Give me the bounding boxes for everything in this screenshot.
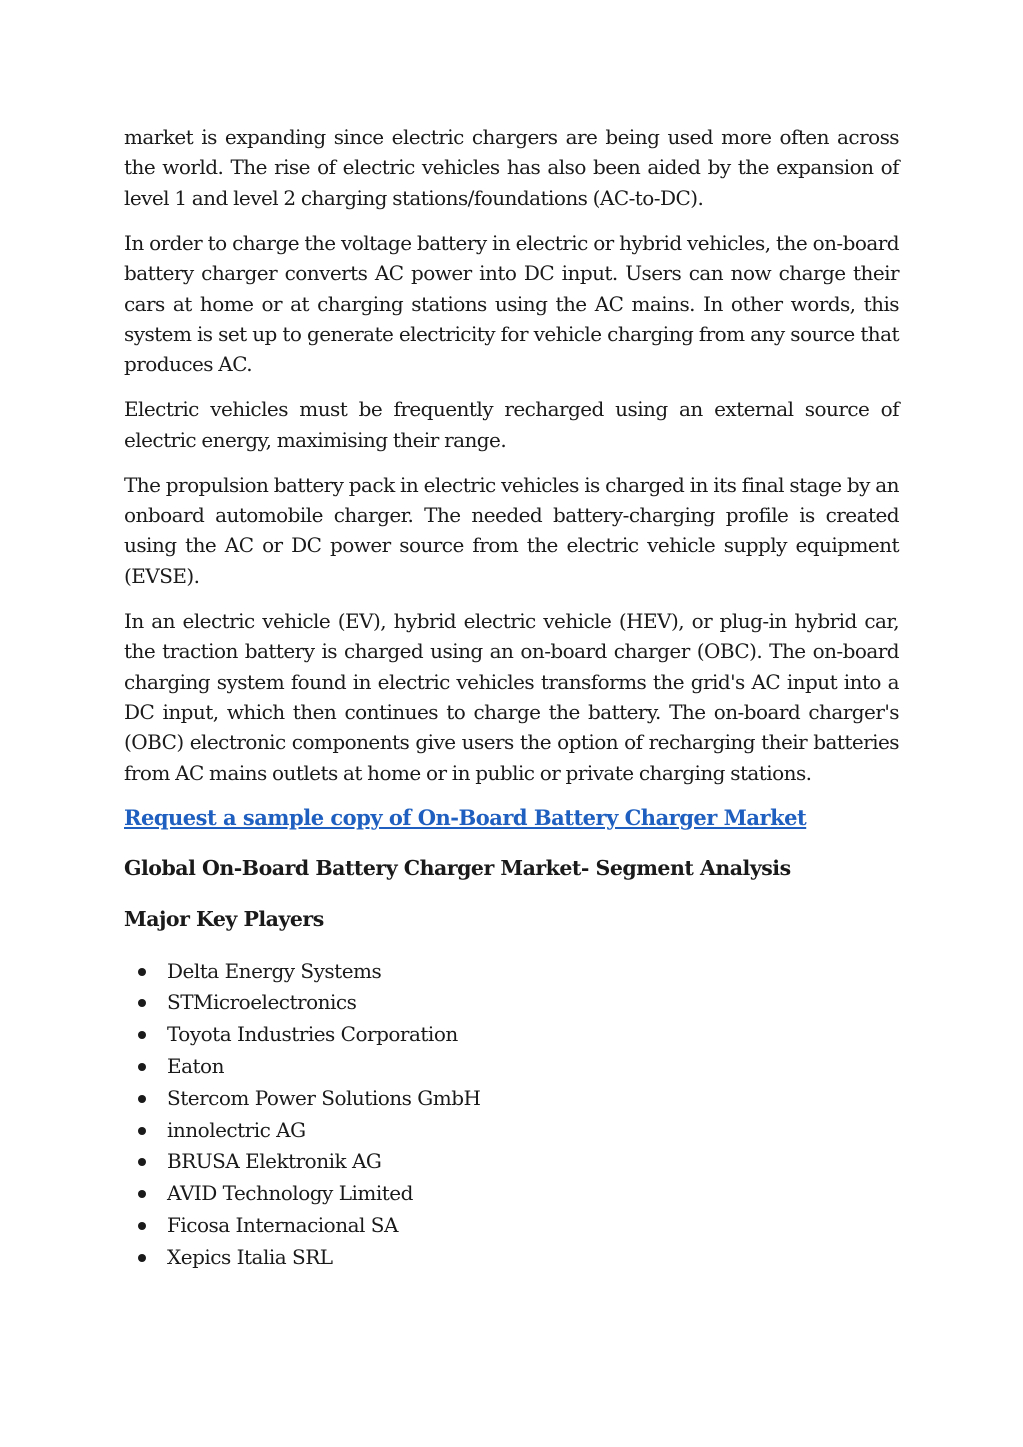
list-item [124, 1019, 899, 1051]
list-item [124, 987, 899, 1019]
player-name: STMicroelectronics [167, 990, 357, 1015]
bullet-icon [138, 1063, 146, 1071]
bullet-icon [138, 1031, 146, 1039]
player-name: AVID Technology Limited [167, 1181, 413, 1206]
player-name: Stercom Power Solutions GmbH [167, 1085, 481, 1110]
bullet-icon [138, 1127, 146, 1135]
player-name: Ficosa Internacional SA [167, 1213, 398, 1237]
paragraph-market-expansion: market is expanding since electric chargers are being used more often across the world. The rise of electric vehicles has also been aided by the expansion of level 1 and level 2 charging stations/foundations (AC-to-DC). [124, 125, 899, 210]
bullet-icon [138, 1158, 146, 1166]
document-page [124, 122, 899, 1274]
list-item [124, 1242, 899, 1274]
bullet-icon [138, 1095, 146, 1103]
paragraph-onboard-charger-function: In order to charge the voltage battery in electric or hybrid vehicles, the on-board battery charger converts AC power into DC input. Users can now charge their cars at home or at charging stations using the AC mains. In other words, this system is set up to generate electricity for vehicle charging from any source that produces AC. [124, 230, 899, 377]
paragraph-propulsion-battery: The propulsion battery pack in electric vehicles is charged in its final stage by an onboard automobile charger. The needed battery-charging profile is created using the AC or DC power source from the electric vehicle supply equipment (EVSE). [124, 472, 899, 588]
key-players-list [124, 956, 899, 1274]
list-item [124, 1146, 899, 1178]
segment-analysis-heading: Global On-Board Battery Charger Market- Segment Analysis [124, 855, 791, 880]
player-name: Toyota Industries Corporation [167, 1022, 458, 1047]
list-item [124, 1210, 899, 1242]
paragraph-recharging-need: Electric vehicles must be frequently recharged using an external source of electric energy, maximising their range. [124, 397, 899, 452]
player-name: Delta Energy Systems [167, 958, 382, 983]
paragraph-obc-description: In an electric vehicle (EV), hybrid electric vehicle (HEV), or plug-in hybrid car, the traction battery is charged using an on-board charger (OBC). The on-board charging system found in electric vehicles transforms the grid's AC input into a DC input, which then continues to charge the battery. The on-board charger's (OBC) electronic components give users the option of recharging their batteries from AC mains outlets at home or in public or private charging stations. [124, 608, 899, 785]
player-name: Xepics Italia SRL [167, 1244, 333, 1269]
player-name: BRUSA Elektronik AG [167, 1149, 382, 1174]
list-item [124, 1083, 899, 1115]
player-name: innolectric AG [167, 1117, 306, 1142]
bullet-icon [138, 1222, 146, 1230]
bullet-icon [138, 968, 146, 976]
request-sample-link[interactable]: Request a sample copy of On-Board Battery Charger Market [124, 804, 807, 830]
bullet-icon [138, 1190, 146, 1198]
player-name: Eaton [167, 1054, 224, 1079]
list-item [124, 956, 899, 988]
bullet-icon [138, 999, 146, 1007]
list-item [124, 1115, 899, 1147]
key-players-heading: Major Key Players [124, 906, 324, 931]
list-item [124, 1051, 899, 1083]
bullet-icon [138, 1254, 146, 1262]
list-item [124, 1178, 899, 1210]
